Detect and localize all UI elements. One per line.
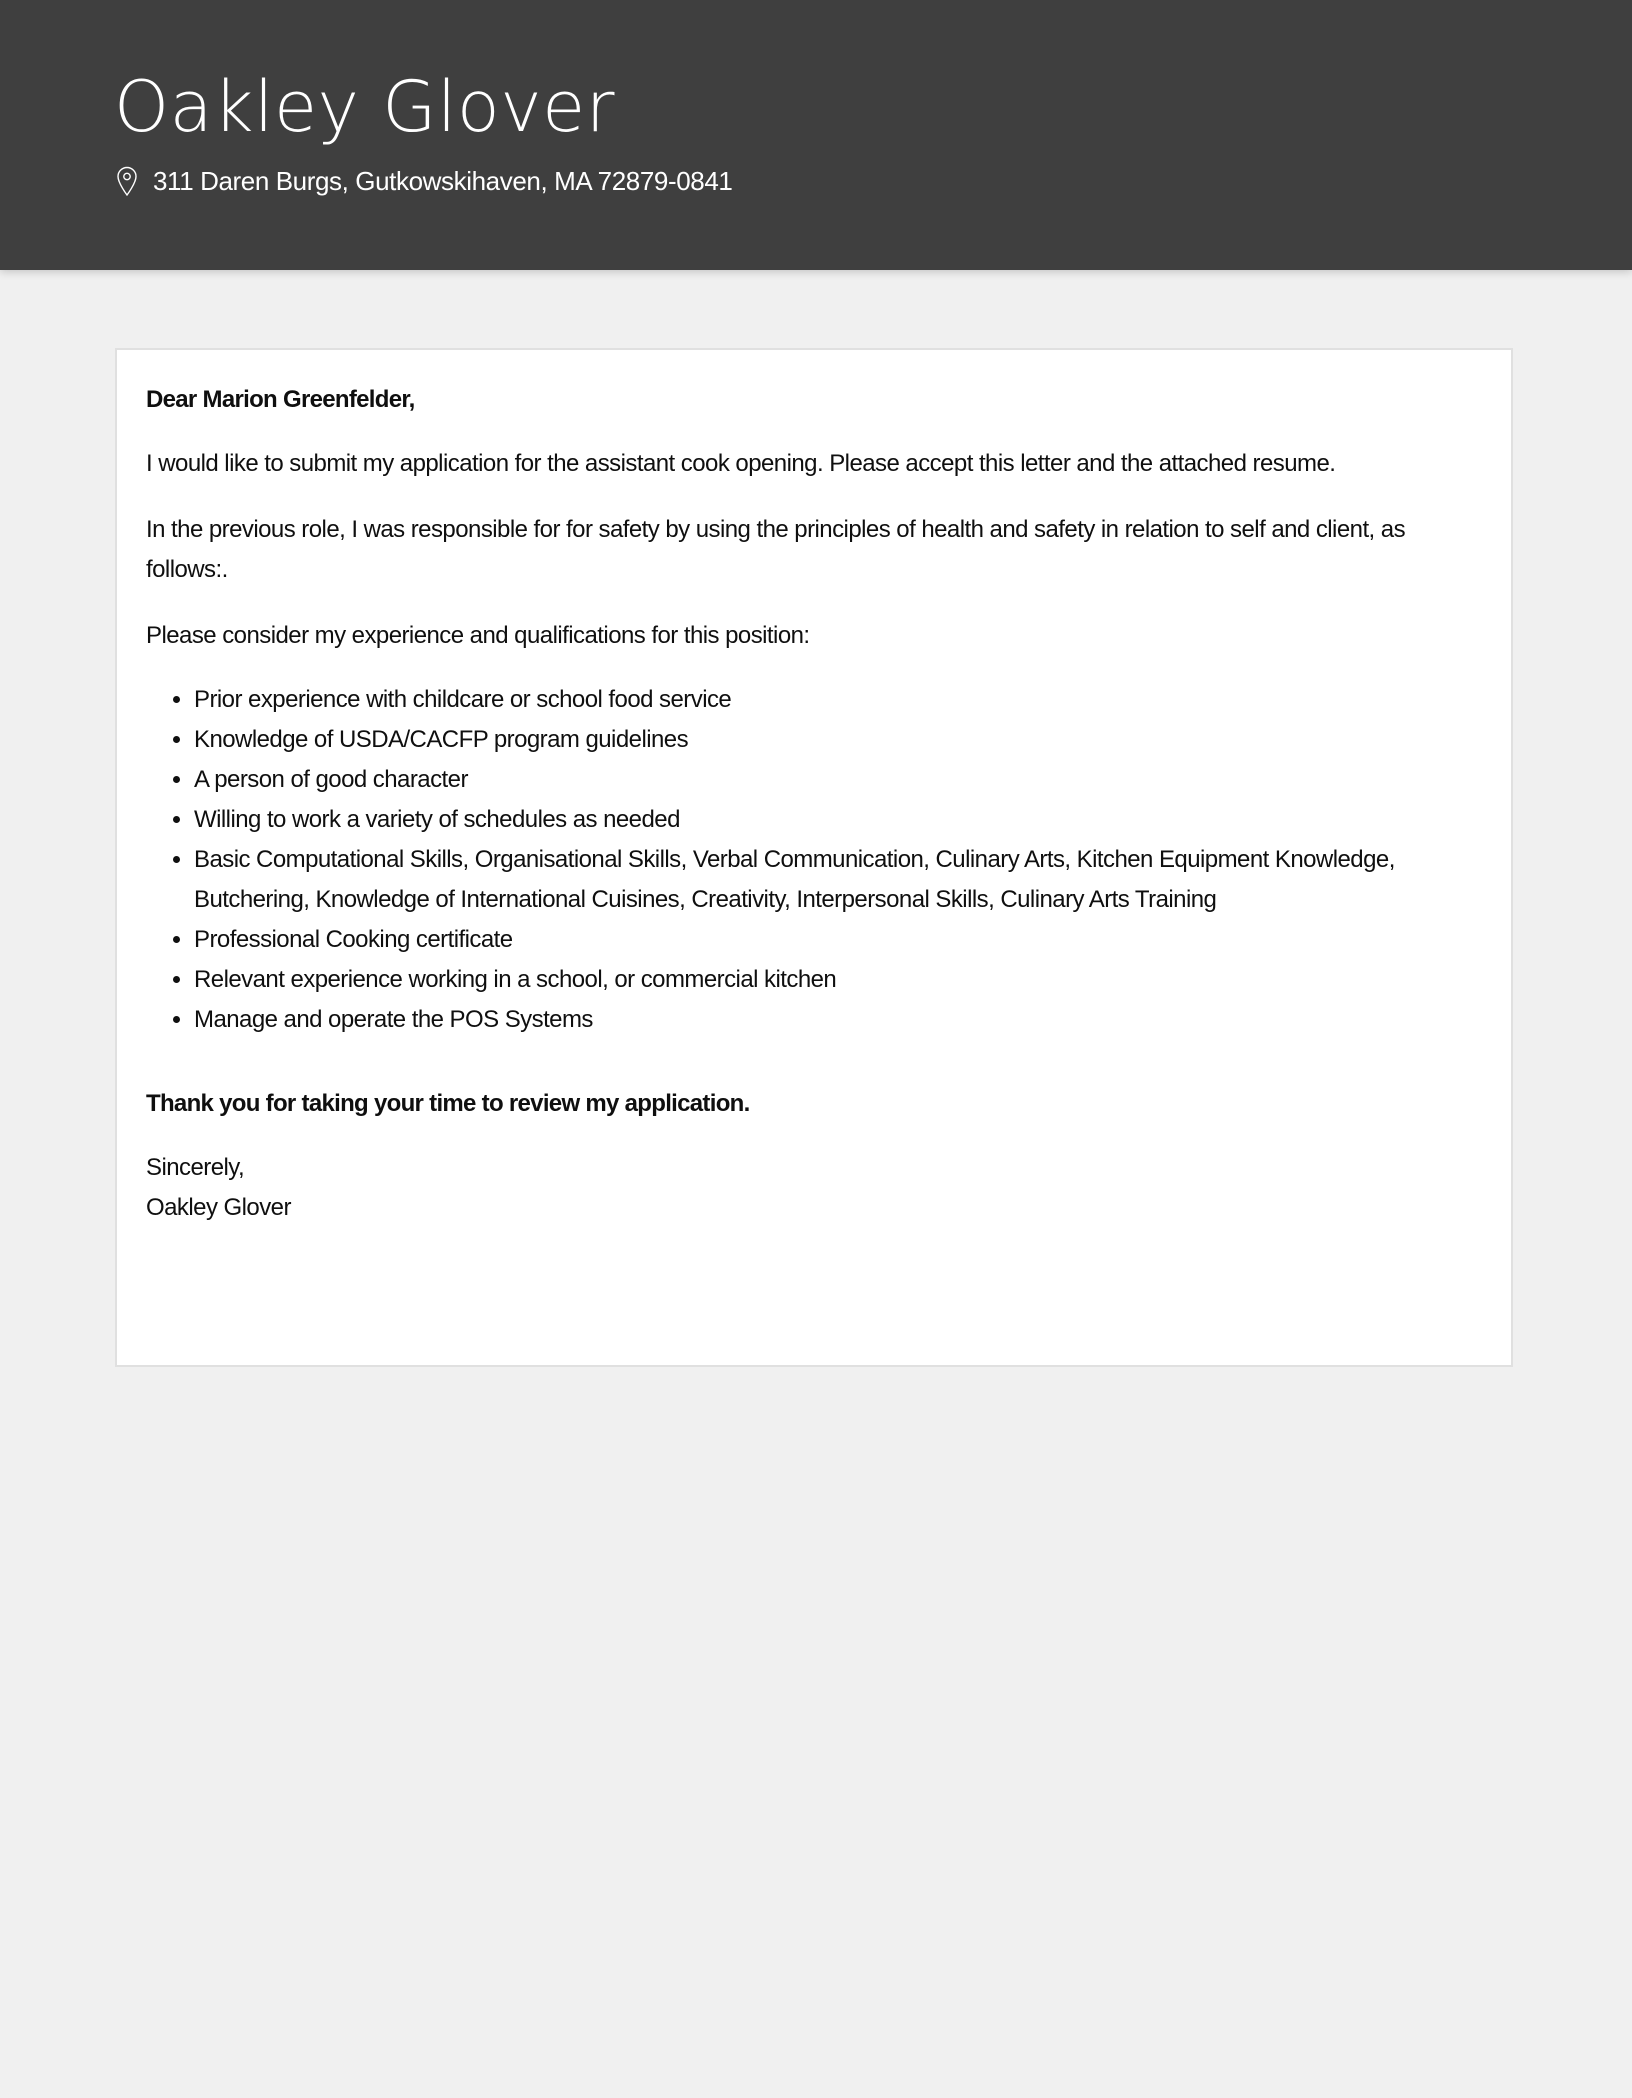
list-item: • Manage and operate the POS Systems (194, 1000, 1491, 1040)
qualifications-intro: Please consider my experience and qualifications for this position: (146, 622, 810, 649)
experience-paragraph: In the previous role, I was responsible for for safety by using the principles of health and safety in relation to self and client, as follows:. (146, 516, 1406, 583)
address-row (116, 164, 732, 198)
list-item: • Basic Computational Skills, Organisational Skills, Verbal Communication, Culinary Arts, Kitchen Equipment Knowledge, Butchering, Knowledge of International Cuisines, Creativity, Interpersonal Skills, Culinary Arts Training (194, 840, 1491, 920)
cover-letter-card (115, 348, 1513, 1367)
signature: Oakley Glover (146, 1194, 291, 1221)
signoff: Sincerely, (146, 1154, 245, 1181)
list-item: • Knowledge of USDA/CACFP program guidelines (194, 720, 1491, 760)
list-item: • A person of good character (194, 760, 1491, 800)
list-item: • Prior experience with childcare or school food service (194, 680, 1491, 720)
closing-line: Thank you for taking your time to review my application. (146, 1090, 750, 1117)
list-item: • Relevant experience working in a school, or commercial kitchen (194, 960, 1491, 1000)
qualifications-list (146, 680, 1491, 1040)
letter-body (146, 380, 1491, 1228)
map-pin-icon (116, 166, 138, 196)
list-item: • Willing to work a variety of schedules as needed (194, 800, 1491, 840)
salutation: Dear Marion Greenfelder, (146, 386, 415, 413)
intro-paragraph: I would like to submit my application for the assistant cook opening. Please accept this letter and the attached resume. (146, 450, 1336, 477)
address-text: 311 Daren Burgs, Gutkowskihaven, MA 72879-0841 (153, 165, 733, 196)
list-item: • Professional Cooking certificate (194, 920, 1491, 960)
header (0, 0, 1632, 270)
applicant-name: Oakley Glover (114, 66, 616, 148)
